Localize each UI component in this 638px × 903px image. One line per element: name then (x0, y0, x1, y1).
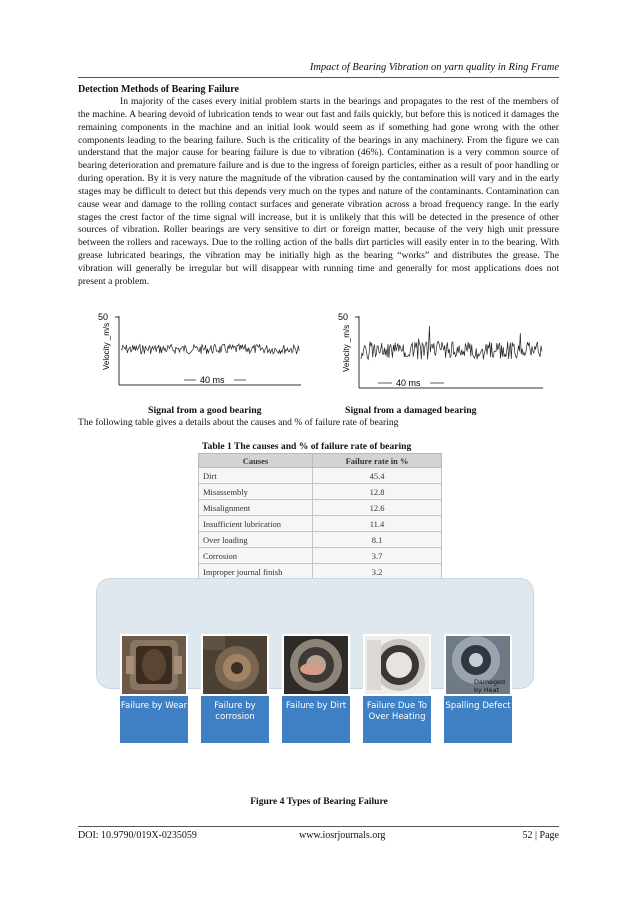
cause-cell: Corrosion (199, 548, 313, 564)
corrosion-photo (201, 634, 269, 696)
table-title: Table 1 The causes and % of failure rate of bearing (202, 441, 412, 452)
label-failure-by-wear: Failure by Wear (120, 696, 188, 743)
x-scale-label: 40 ms (200, 375, 225, 385)
y-tick-label: 50 (338, 312, 349, 322)
rate-cell: 12.6 (313, 500, 442, 516)
y-axis-label: Velocity _m/s (102, 322, 111, 370)
signal-trace-good (121, 344, 299, 354)
good-bearing-signal-plot (96, 310, 304, 395)
column-header-causes: Causes (199, 454, 313, 468)
footer-website: www.iosrjournals.org (299, 830, 386, 841)
y-axis-label: Velocity _m/s (342, 324, 351, 372)
table-row (199, 500, 442, 516)
dirt-photo (282, 634, 350, 696)
figure-caption: Figure 4 Types of Bearing Failure (250, 796, 388, 807)
signal-trace-damaged (361, 326, 542, 359)
section-heading: Detection Methods of Bearing Failure (78, 84, 239, 95)
good-signal-caption: Signal from a good bearing (148, 405, 262, 416)
damaged-bearing-signal-plot (336, 310, 546, 398)
column-header-failure-rate: Failure rate in % (313, 454, 442, 468)
table-row (199, 516, 442, 532)
rate-cell: 3.2 (313, 564, 442, 580)
cause-cell: Misassembly (199, 484, 313, 500)
table-row (199, 532, 442, 548)
cause-cell: Over loading (199, 532, 313, 548)
footer-doi: DOI: 10.9790/019X-0235059 (78, 830, 197, 841)
x-scale-label: 40 ms (396, 378, 421, 388)
failure-rate-table (198, 453, 442, 580)
rate-cell: 8.1 (313, 532, 442, 548)
cause-cell: Improper journal finish (199, 564, 313, 580)
cause-cell: Misalignment (199, 500, 313, 516)
header-rule (78, 77, 559, 78)
table-row (199, 548, 442, 564)
footer-rule (78, 826, 559, 827)
label-spalling-defect: Spalling Defect (444, 696, 512, 743)
damaged-by-heat-tag: Damaged by Heat (474, 678, 506, 694)
label-failure-over-heating: Failure Due To Over Heating (363, 696, 431, 743)
y-tick-label: 50 (98, 312, 109, 322)
table-intro-text: The following table gives a details about the causes and % of failure rate of bearing (78, 417, 399, 428)
wear-photo (120, 634, 188, 696)
cause-cell: Dirt (199, 468, 313, 484)
cause-cell: Insufficient lubrication (199, 516, 313, 532)
running-header: Impact of Bearing Vibration on yarn quality in Ring Frame (309, 62, 559, 73)
body-paragraph: In majority of the cases every initial problem starts in the bearings and propagates to the rest of the members of the machine. A bearing devoid of lubrication tends to wear out fast and fails quickly, but before this is noticed it damages the remaining components in the machine and an initial look would seem as if something had gone wrong with the other components leading to the bearing failure. Such is the criticality of the bearings in any machinery. From the figure we can understand that the major cause for bearing failure is due to vibration (46%). Contamination is a very common source of bearing deterioration and premature failure and is due to the ingress of foreign particles, either as a result of poor handling or during operation. By it is very nature the magnitude of the vibration caused by the contamination will vary and in the early stages may be difficult to detect but this depends very much on the types and nature of the contaminants. Contamination can cause wear and damage to the rolling contact surfaces and generate vibration across a broad frequency range. In the early stages the crest factor of the time signal will increase, but it is unlikely that this will be detected in the presence of other sources of vibration. Roller bearings are very sensitive to dirt or foreign matter, because of the very high unit pressure between the rollers and raceways. Due to the rolling action of the balls dirt particles will easily enter in to the bearing. With grease lubricated bearings, the vibration may be initially high as the bearing “works” and distributes the grease. The vibration will generally be irregular but will disappear with running time and generally for most applications does not present a problem. (78, 96, 559, 287)
damaged-signal-caption: Signal from a damaged bearing (345, 405, 477, 416)
table-header-row (199, 454, 442, 468)
overheating-photo (363, 634, 431, 696)
rate-cell: 45.4 (313, 468, 442, 484)
label-failure-by-corrosion: Failure by corrosion (201, 696, 269, 743)
rate-cell: 11.4 (313, 516, 442, 532)
table-row (199, 468, 442, 484)
footer-page-number: 52 | Page (522, 830, 559, 841)
rate-cell: 3.7 (313, 548, 442, 564)
label-failure-by-dirt: Failure by Dirt (282, 696, 350, 743)
table-row (199, 484, 442, 500)
rate-cell: 12.8 (313, 484, 442, 500)
